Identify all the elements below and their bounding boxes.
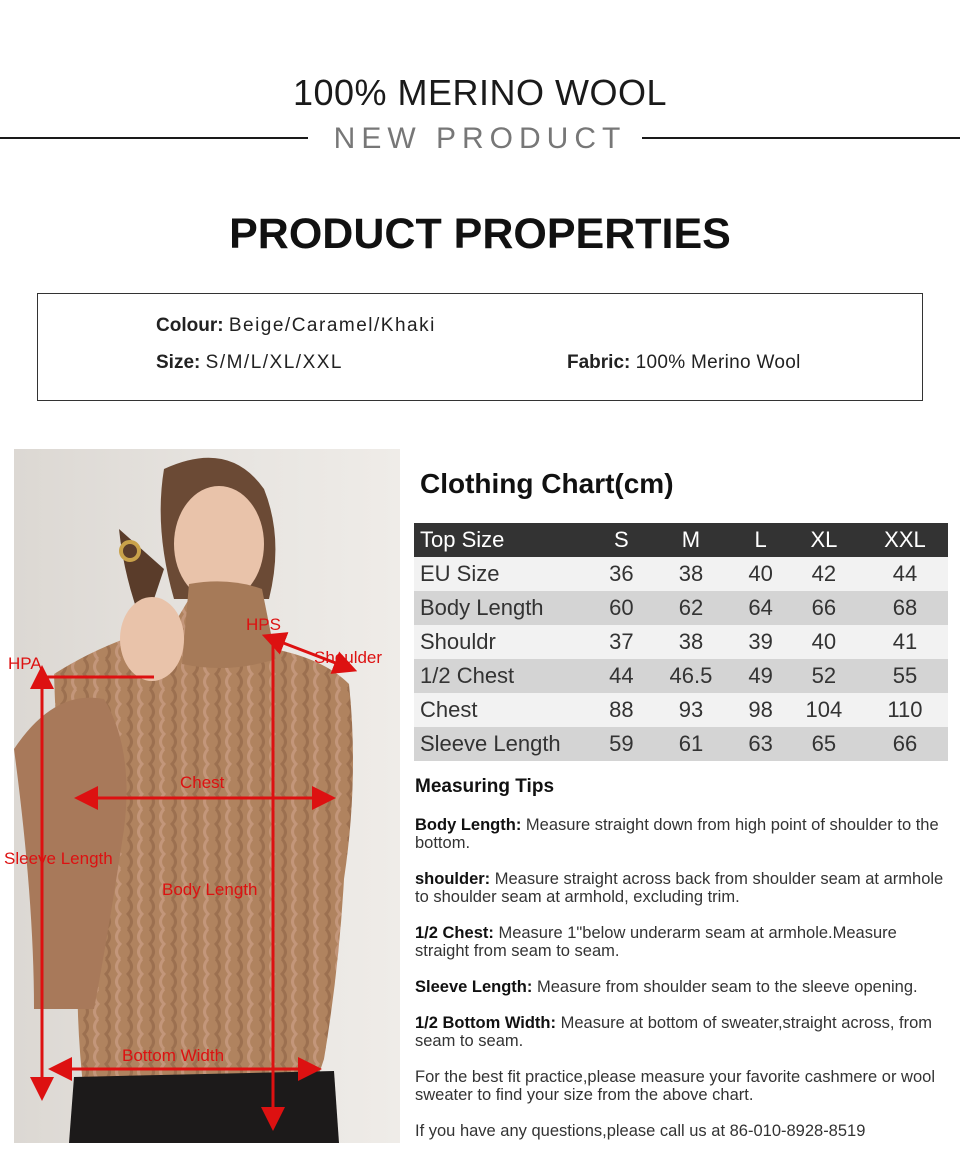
header-cell: Top Size	[414, 523, 596, 557]
table-row	[414, 659, 948, 693]
table-cell: 63	[735, 727, 786, 761]
header-cell: L	[735, 523, 786, 557]
table-cell: 55	[862, 659, 948, 693]
size-property	[156, 352, 343, 374]
label-bottom-width: Bottom Width	[122, 1046, 225, 1065]
tip-text: Measure straight across back from shoulder seam at armhole to shoulder seam at armhold, excluding trim.	[415, 870, 944, 906]
table-row	[414, 693, 948, 727]
chart-title: Clothing Chart(cm)	[420, 468, 674, 499]
trousers-shape	[69, 1071, 339, 1143]
tip-label: 1/2 Bottom Width:	[415, 1014, 556, 1032]
tip-shoulder	[415, 870, 955, 906]
table-cell: 59	[596, 727, 647, 761]
tip-bottom-width	[415, 1014, 955, 1050]
tip-label: Sleeve Length:	[415, 978, 533, 996]
table-cell: 66	[786, 591, 862, 625]
label-body-length: Body Length	[162, 880, 258, 899]
table-cell: 40	[786, 625, 862, 659]
label-chest: Chest	[180, 773, 225, 792]
table-cell: 36	[596, 557, 647, 591]
label-sleeve-length: Sleeve Length	[4, 849, 113, 868]
header-cell: XL	[786, 523, 862, 557]
row-label: EU Size	[414, 557, 596, 591]
table-cell: 44	[862, 557, 948, 591]
tip-body-length	[415, 816, 955, 852]
table-cell: 41	[862, 625, 948, 659]
hero-subtitle: NEW PRODUCT	[333, 122, 627, 155]
fabric-property	[567, 352, 801, 374]
table-cell: 61	[647, 727, 736, 761]
size-value: S/M/L/XL/XXL	[205, 352, 343, 373]
fabric-label: Fabric:	[567, 352, 631, 373]
table-header-row	[414, 523, 948, 557]
tip-sleeve-length	[415, 978, 955, 996]
contact-line: If you have any questions,please call us at 86-010-8928-8519	[415, 1122, 866, 1140]
tip-text: Measure from shoulder seam to the sleeve opening.	[536, 978, 918, 996]
tip-label: 1/2 Chest:	[415, 924, 494, 942]
table-cell: 46.5	[647, 659, 736, 693]
colour-property	[156, 315, 436, 337]
table-cell: 98	[735, 693, 786, 727]
tip-text: Measure at bottom of sweater,straight across, from seam to seam.	[415, 1014, 932, 1050]
tips-title: Measuring Tips	[415, 776, 555, 797]
table-cell: 65	[786, 727, 862, 761]
table-cell: 66	[862, 727, 948, 761]
table-cell: 88	[596, 693, 647, 727]
hero-title: 100% MERINO WOOL	[292, 72, 668, 113]
header-cell: S	[596, 523, 647, 557]
table-row	[414, 591, 948, 625]
model-photo	[4, 449, 400, 1143]
label-hpa: HPA	[8, 654, 42, 673]
row-label: 1/2 Chest	[414, 659, 596, 693]
table-cell: 40	[735, 557, 786, 591]
table-cell: 44	[596, 659, 647, 693]
row-label: Body Length	[414, 591, 596, 625]
tip-half-chest	[415, 924, 955, 960]
row-label: Shouldr	[414, 625, 596, 659]
tip-label: shoulder:	[415, 870, 491, 888]
label-shoulder: Shoulder	[314, 648, 383, 667]
table-cell: 93	[647, 693, 736, 727]
table-row	[414, 625, 948, 659]
row-label: Chest	[414, 693, 596, 727]
tip-text: Measure 1"below underarm seam at armhole.Measure straight from seam to seam.	[415, 924, 897, 960]
divider-right	[642, 137, 960, 139]
table-cell: 64	[735, 591, 786, 625]
table-cell: 37	[596, 625, 647, 659]
row-label: Sleeve Length	[414, 727, 596, 761]
table-cell: 38	[647, 625, 736, 659]
colour-label: Colour:	[156, 315, 224, 336]
table-cell: 60	[596, 591, 647, 625]
tip-label: Body Length:	[415, 816, 522, 834]
fit-note: For the best fit practice,please measure your favorite cashmere or wool sweater to find your size from the above chart.	[415, 1068, 935, 1104]
table-cell: 42	[786, 557, 862, 591]
header-cell: M	[647, 523, 736, 557]
fabric-value: 100% Merino Wool	[635, 352, 801, 373]
table-cell: 38	[647, 557, 736, 591]
table-row	[414, 557, 948, 591]
table-cell: 68	[862, 591, 948, 625]
size-table	[414, 523, 948, 761]
measurement-diagram	[4, 449, 400, 1143]
measuring-tips	[415, 776, 955, 1158]
section-title: PRODUCT PROPERTIES	[229, 210, 731, 258]
table-cell: 62	[647, 591, 736, 625]
properties-box	[37, 293, 923, 401]
table-cell: 39	[735, 625, 786, 659]
table-cell: 110	[862, 693, 948, 727]
size-label: Size:	[156, 352, 201, 373]
table-row	[414, 727, 948, 761]
table-cell: 49	[735, 659, 786, 693]
colour-value: Beige/Caramel/Khaki	[228, 315, 436, 336]
hand-shape	[120, 597, 184, 681]
header-cell: XXL	[862, 523, 948, 557]
label-hps: HPS	[246, 615, 281, 634]
table-cell: 104	[786, 693, 862, 727]
tip-text: Measure straight down from high point of shoulder to the bottom.	[415, 816, 939, 852]
table-cell: 52	[786, 659, 862, 693]
